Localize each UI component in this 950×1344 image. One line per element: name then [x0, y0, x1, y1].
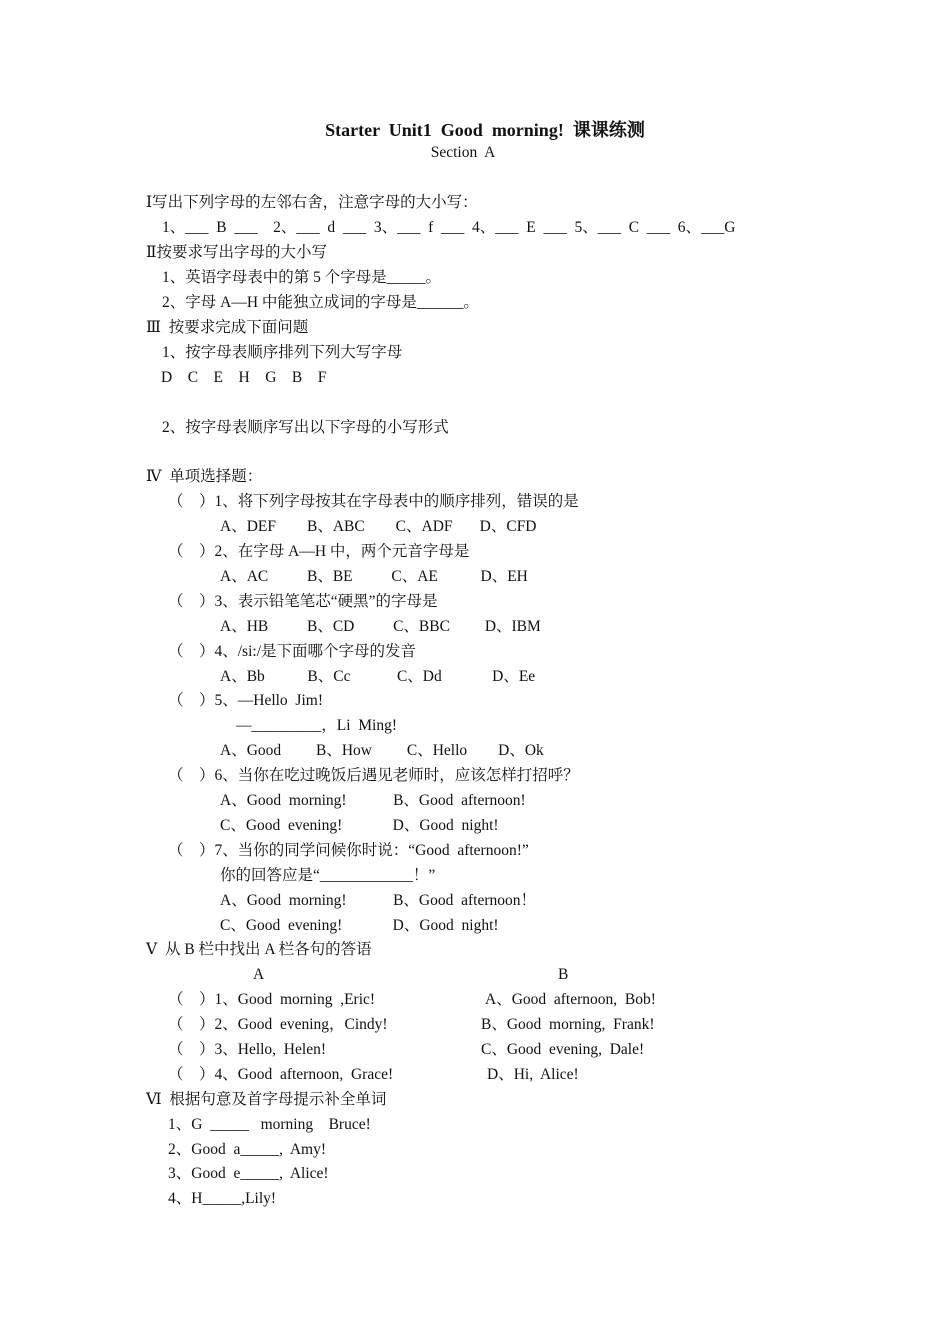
- mc-question-7-options-cd: C、Good evening! D、Good night!: [220, 917, 499, 934]
- fill-question-1: 1、G _____ morning Bruce!: [168, 1116, 371, 1133]
- mc-question-7-reply: 你的回答应是“____________！”: [220, 867, 436, 884]
- column-b-header: B: [558, 966, 569, 983]
- section-2-question-1: 1、英语字母表中的第 5 个字母是_____。: [162, 269, 442, 286]
- section-2-heading: Ⅱ按要求写出字母的大小写: [146, 244, 328, 261]
- mc-question-5-options: A、Good B、How C、Hello D、Ok: [220, 742, 544, 759]
- mc-question-5: （ ）5、—Hello Jim!: [168, 692, 323, 709]
- fill-question-3: 3、Good e_____, Alice!: [168, 1165, 329, 1182]
- mc-question-6-options-ab: A、Good morning! B、Good afternoon!: [220, 792, 526, 809]
- section-3-question-1: 1、按字母表顺序排列下列大写字母: [162, 344, 403, 361]
- mc-question-4: （ ）4、/si:/是下面哪个字母的发音: [168, 643, 417, 660]
- fill-question-2: 2、Good a_____, Amy!: [168, 1141, 327, 1158]
- mc-question-3: （ ）3、表示铅笔笔芯“硬黑”的字母是: [168, 593, 438, 610]
- mc-question-7-options-ab: A、Good morning! B、Good afternoon！: [220, 892, 536, 909]
- section-1-heading: Ⅰ写出下列字母的左邻右舍，注意字母的大小写：: [146, 194, 478, 211]
- match-row-a: （ ）3、Hello, Helen!: [168, 1041, 326, 1058]
- mc-question-6: （ ）6、当你在吃过晚饭后遇见老师时，应该怎样打招呼？: [168, 767, 579, 784]
- section-4-heading: Ⅳ 单项选择题：: [146, 468, 263, 485]
- mc-question-1-options: A、DEF B、ABC C、ADF D、CFD: [220, 518, 537, 535]
- column-a-header: A: [253, 966, 265, 983]
- match-row-a: （ ）1、Good morning ,Eric!: [168, 991, 376, 1008]
- section-3-question-2: 2、按字母表顺序写出以下字母的小写形式: [162, 419, 449, 436]
- page-subtitle: Section A: [430, 144, 496, 161]
- mc-question-6-options-cd: C、Good evening! D、Good night!: [220, 817, 499, 834]
- mc-question-5-reply: —_________，Li Ming!: [236, 717, 398, 734]
- match-row-a: （ ）4、Good afternoon, Grace!: [168, 1066, 394, 1083]
- mc-question-2: （ ）2、在字母 A—H 中，两个元音字母是: [168, 543, 470, 560]
- page-title: Starter Unit1 Good morning! 课课练测: [325, 120, 645, 140]
- mc-question-4-options: A、Bb B、Cc C、Dd D、Ee: [220, 668, 536, 685]
- match-row-b: C、Good evening, Dale!: [481, 1041, 645, 1058]
- mc-question-2-options: A、AC B、BE C、AE D、EH: [220, 568, 528, 585]
- mc-question-3-options: A、HB B、CD C、BBC D、IBM: [220, 618, 541, 635]
- match-row-b: A、Good afternoon, Bob!: [485, 991, 656, 1008]
- mc-question-7: （ ）7、当你的同学问候你时说：“Good afternoon!”: [168, 842, 529, 859]
- match-row-a: （ ）2、Good evening，Cindy!: [168, 1016, 388, 1033]
- match-row-b: D、Hi, Alice!: [487, 1066, 579, 1083]
- section-5-heading: Ⅴ 从 B 栏中找出 A 栏各句的答语: [146, 941, 372, 958]
- section-1-letters-line: 1、___ B ___ 2、___ d ___ 3、___ f ___ 4、___ E ___ 5、___ C ___ 6、___G: [162, 219, 736, 236]
- mc-question-1: （ ）1、将下列字母按其在字母表中的顺序排列，错误的是: [168, 493, 579, 510]
- section-3-letters: D C E H G B F: [161, 369, 327, 386]
- section-3-heading: Ⅲ 按要求完成下面问题: [146, 319, 309, 336]
- section-6-heading: Ⅵ 根据句意及首字母提示补全单词: [146, 1091, 387, 1108]
- match-row-b: B、Good morning, Frank!: [481, 1016, 655, 1033]
- fill-question-4: 4、H_____,Lily!: [168, 1190, 277, 1207]
- section-2-question-2: 2、字母 A—H 中能独立成词的字母是______。: [162, 294, 479, 311]
